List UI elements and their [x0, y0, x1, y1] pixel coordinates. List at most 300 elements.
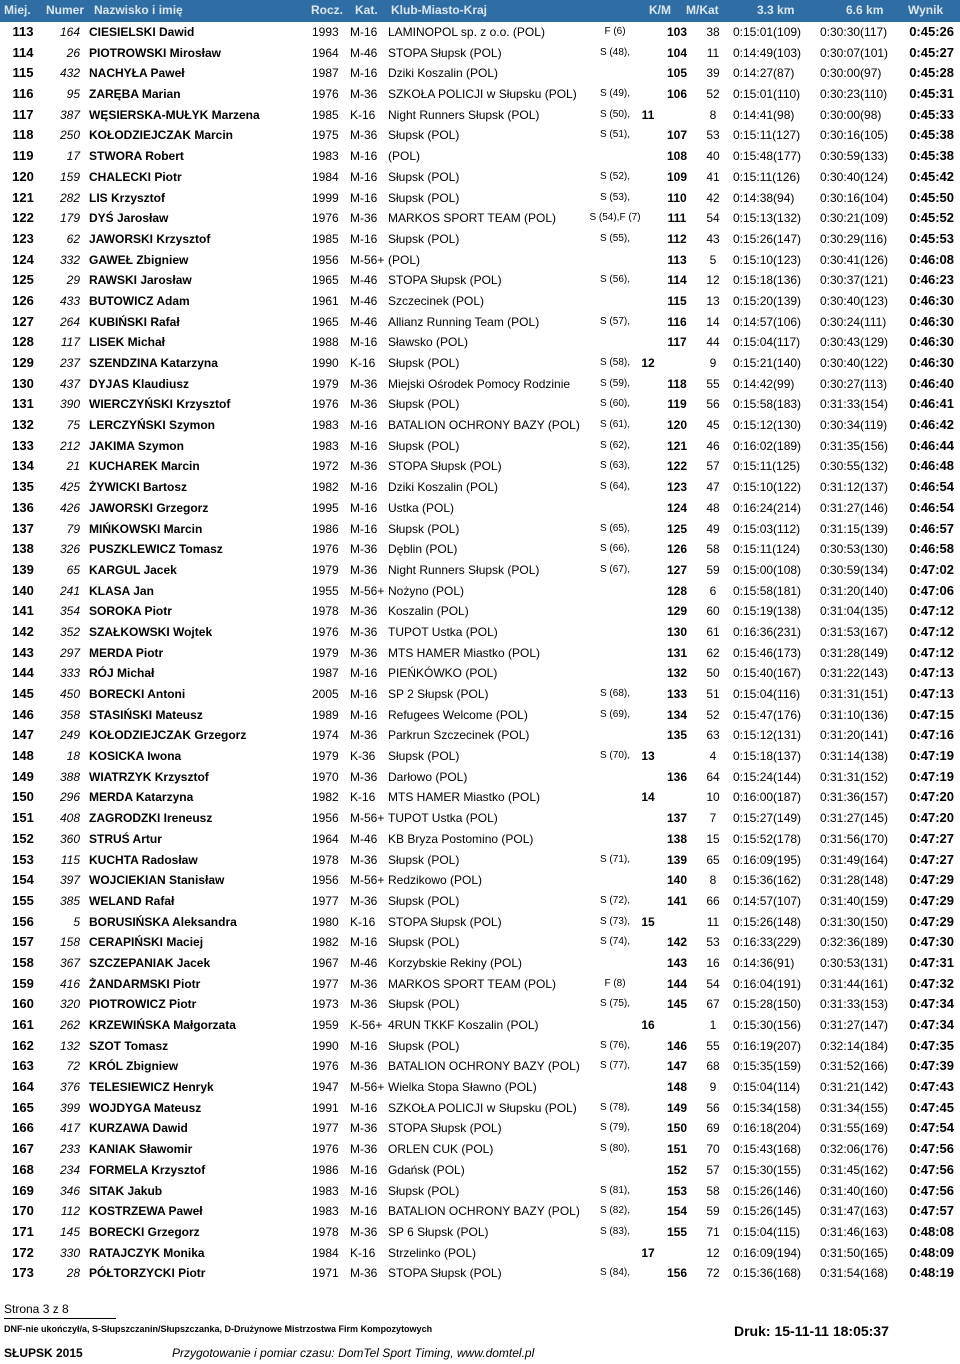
- cell-split-2: 0:31:33(153): [820, 997, 889, 1012]
- header-split-2: 6.6 km: [846, 3, 884, 17]
- cell-name: FORMELA Krzysztof: [89, 1162, 206, 1177]
- cell-split-2: 0:30:00(98): [820, 107, 882, 122]
- table-row: [0, 581, 960, 602]
- cell-category-place: 51: [706, 687, 720, 701]
- cell-name: WIERCZYŃSKI Krzysztof: [89, 397, 231, 412]
- cell-split-1: 0:15:11(127): [733, 128, 801, 143]
- cell-club: Słupsk (POL): [388, 397, 460, 412]
- header-category-place: M/Kat: [686, 3, 719, 17]
- cell-split-1: 0:15:48(177): [733, 149, 802, 164]
- cell-general-place: 103: [666, 25, 688, 39]
- cell-general-place: 147: [666, 1059, 688, 1074]
- cell-bib: 346: [59, 1183, 80, 1198]
- cell-bib: 250: [59, 128, 80, 143]
- cell-split-2: 0:30:53(131): [820, 955, 889, 970]
- cell-bib: 249: [59, 728, 80, 743]
- cell-category-place: 48: [706, 500, 720, 515]
- cell-split-1: 0:15:26(145): [733, 1204, 802, 1219]
- cell-split-1: 0:15:01(109): [733, 25, 802, 39]
- cell-club: Darłowo (POL): [388, 769, 468, 784]
- cell-category-place: 10: [706, 790, 720, 805]
- cell-sex-flag: S (49),: [599, 88, 630, 100]
- cell-general-place: 122: [666, 459, 688, 474]
- cell-split-1: 0:15:40(167): [733, 666, 802, 681]
- cell-category-place: 69: [706, 1121, 720, 1136]
- cell-club: (POL): [388, 149, 421, 164]
- cell-place: 115: [12, 65, 34, 81]
- cell-sex-flag: S (63),: [599, 460, 630, 472]
- cell-split-1: 0:15:47(176): [733, 707, 802, 722]
- cell-result-time: 0:47:34: [909, 996, 954, 1012]
- cell-name: CERAPIŃSKI Maciej: [89, 935, 204, 950]
- cell-split-1: 0:16:36(231): [733, 624, 802, 639]
- cell-place: 121: [12, 189, 34, 205]
- cell-year: 1956: [312, 873, 339, 888]
- cell-name: GAWEŁ Zbigniew: [89, 252, 189, 267]
- table-row: [0, 188, 960, 209]
- cell-result-time: 0:47:12: [909, 623, 954, 639]
- cell-general-place: 153: [666, 1183, 688, 1198]
- cell-general-place: 108: [666, 149, 688, 164]
- cell-result-time: 0:46:48: [909, 458, 954, 474]
- header-sex-place: K/M: [649, 3, 671, 17]
- cell-split-2: 0:31:04(135): [820, 604, 889, 619]
- cell-place: 145: [12, 686, 34, 701]
- cell-category-place: 58: [706, 542, 720, 557]
- table-row: [0, 498, 960, 519]
- cell-year: 1967: [312, 955, 339, 970]
- cell-name: ZAGRODZKI Ireneusz: [89, 811, 213, 826]
- cell-general-place: 109: [666, 169, 688, 184]
- cell-split-2: 0:30:55(132): [820, 459, 889, 474]
- cell-bib: 117: [60, 335, 80, 350]
- cell-sex-flag: S (62),: [599, 439, 630, 451]
- cell-split-2: 0:31:56(170): [820, 831, 889, 846]
- header-split-1: 3.3 km: [757, 3, 795, 17]
- table-row: [0, 994, 960, 1015]
- cell-split-2: 0:30:43(129): [820, 335, 889, 350]
- cell-year: 1976: [312, 211, 339, 226]
- cell-category-place: 13: [706, 293, 720, 308]
- cell-category: M-16: [350, 1183, 378, 1198]
- cell-category-place: 54: [706, 211, 720, 226]
- cell-category-place: 38: [706, 25, 720, 39]
- cell-name: KRÓL Zbigniew: [89, 1059, 179, 1074]
- cell-year: 1983: [312, 1183, 339, 1198]
- cell-general-place: 152: [666, 1162, 688, 1177]
- cell-category: M-36: [350, 976, 378, 991]
- cell-name: STASIŃSKI Mateusz: [89, 707, 203, 722]
- cell-club: TUPOT Ustka (POL): [388, 811, 498, 826]
- cell-place: 165: [12, 1099, 34, 1115]
- cell-split-2: 0:30:34(119): [820, 418, 888, 433]
- cell-general-place: 124: [666, 500, 688, 515]
- cell-club: Słupsk (POL): [388, 169, 460, 184]
- cell-place: 113: [12, 24, 34, 39]
- cell-result-time: 0:47:29: [909, 872, 954, 888]
- cell-place: 147: [12, 727, 34, 743]
- cell-general-place: 141: [666, 893, 688, 908]
- cell-category: K-16: [350, 1245, 376, 1260]
- cell-year: 1976: [312, 624, 339, 639]
- cell-name: KANIAK Sławomir: [89, 1142, 193, 1157]
- cell-bib: 320: [59, 997, 80, 1012]
- cell-club: Słupsk (POL): [388, 749, 460, 764]
- cell-name: SZOT Tomasz: [89, 1038, 169, 1053]
- cell-club: MARKOS SPORT TEAM (POL): [388, 211, 557, 226]
- cell-women-place: 11: [641, 107, 655, 122]
- cell-category: M-36: [350, 211, 378, 226]
- cell-result-time: 0:47:56: [909, 1161, 954, 1177]
- cell-place: 159: [12, 975, 34, 991]
- table-row: [0, 787, 960, 808]
- cell-bib: 450: [59, 687, 80, 701]
- cell-general-place: 151: [666, 1142, 688, 1157]
- cell-general-place: 145: [666, 997, 688, 1012]
- cell-split-2: 0:31:31(152): [820, 769, 889, 784]
- cell-general-place: 115: [667, 293, 687, 308]
- cell-split-1: 0:16:33(229): [733, 935, 802, 950]
- cell-bib: 237: [59, 356, 80, 370]
- cell-category-place: 59: [706, 562, 720, 577]
- cell-name: NACHYŁA Paweł: [89, 66, 185, 81]
- cell-split-2: 0:31:21(142): [820, 1080, 889, 1095]
- cell-year: 1989: [312, 707, 339, 722]
- table-row: [0, 746, 960, 767]
- header-category: Kat.: [355, 3, 378, 17]
- cell-category-place: 1: [709, 1018, 717, 1032]
- cell-split-2: 0:31:55(169): [820, 1121, 889, 1136]
- cell-result-time: 0:45:38: [909, 127, 954, 143]
- cell-general-place: 136: [666, 769, 688, 784]
- cell-split-1: 0:15:43(168): [733, 1142, 802, 1157]
- cell-bib: 112: [60, 1204, 80, 1219]
- cell-category-place: 5: [709, 252, 717, 267]
- cell-place: 125: [12, 272, 34, 288]
- cell-bib: 29: [66, 273, 80, 288]
- cell-bib: 416: [59, 976, 80, 991]
- cell-place: 150: [12, 789, 34, 805]
- cell-name: PUSZKLEWICZ Tomasz: [89, 542, 223, 557]
- cell-sex-flag: S (55),: [599, 232, 630, 244]
- cell-result-time: 0:47:54: [909, 1120, 954, 1136]
- cell-split-1: 0:15:18(136): [733, 273, 802, 288]
- table-row: [0, 270, 960, 291]
- table-row: [0, 250, 960, 271]
- cell-name: WIATRZYK Krzysztof: [89, 769, 209, 784]
- cell-split-1: 0:15:01(110): [733, 87, 801, 102]
- cell-split-2: 0:32:06(176): [820, 1142, 889, 1157]
- cell-place: 157: [12, 934, 34, 950]
- cell-category-place: 55: [706, 1038, 720, 1053]
- cell-place: 144: [12, 665, 34, 681]
- cell-general-place: 105: [666, 66, 688, 81]
- cell-category-place: 6: [709, 583, 717, 598]
- cell-result-time: 0:48:09: [909, 1244, 954, 1260]
- cell-result-time: 0:46:40: [909, 375, 954, 391]
- cell-bib: 297: [59, 645, 80, 660]
- cell-split-2: 0:31:14(138): [820, 749, 889, 764]
- cell-club: PIEŃKÓWKO (POL): [388, 666, 498, 681]
- cell-result-time: 0:46:41: [909, 396, 954, 412]
- cell-category-place: 16: [706, 955, 720, 970]
- cell-split-1: 0:15:11(125): [733, 459, 801, 474]
- cell-general-place: 148: [666, 1080, 688, 1095]
- cell-year: 1978: [312, 1224, 339, 1239]
- table-row: [0, 912, 960, 933]
- cell-bib: 18: [66, 749, 80, 764]
- cell-club: Koszalin (POL): [388, 604, 469, 619]
- cell-year: 1977: [312, 893, 339, 908]
- table-row: [0, 353, 960, 374]
- print-timestamp: Druk: 15-11-11 18:05:37: [734, 1323, 889, 1339]
- table-row: [0, 312, 960, 333]
- cell-place: 148: [12, 748, 34, 764]
- cell-result-time: 0:46:57: [909, 520, 954, 536]
- cell-category: M-36: [350, 604, 378, 619]
- table-row: [0, 229, 960, 250]
- cell-split-1: 0:15:04(117): [733, 335, 801, 350]
- cell-bib: 115: [60, 852, 80, 867]
- cell-club: KB Bryza Postomino (POL): [388, 831, 534, 846]
- header-year: Rocz.: [311, 3, 344, 17]
- cell-place: 119: [12, 148, 34, 164]
- cell-split-1: 0:15:12(130): [733, 418, 802, 433]
- cell-bib: 296: [59, 790, 80, 805]
- cell-split-1: 0:14:41(98): [733, 107, 795, 122]
- cell-category: M-36: [350, 1059, 378, 1074]
- cell-category: M-36: [350, 459, 378, 474]
- cell-year: 1974: [312, 728, 339, 743]
- cell-general-place: 149: [666, 1100, 688, 1115]
- cell-bib: 264: [59, 314, 80, 329]
- cell-name: KUCHTA Radosław: [89, 852, 198, 867]
- cell-category: M-36: [350, 728, 378, 743]
- cell-category-place: 57: [706, 1162, 720, 1177]
- cell-name: SZCZEPANIAK Jacek: [89, 955, 211, 970]
- cell-category: M-46: [350, 273, 378, 288]
- cell-result-time: 0:46:30: [909, 313, 954, 329]
- cell-year: 1982: [312, 480, 339, 495]
- cell-split-1: 0:15:46(173): [733, 645, 802, 660]
- cell-category: M-36: [350, 997, 378, 1012]
- cell-year: 1977: [312, 976, 339, 991]
- cell-name: BORUSIŃSKA Aleksandra: [89, 914, 237, 929]
- cell-category-place: 15: [706, 831, 720, 846]
- cell-year: 1980: [312, 914, 339, 929]
- cell-year: 2005: [312, 687, 339, 701]
- cell-split-2: 0:30:00(97): [820, 66, 882, 81]
- cell-category: M-36: [350, 624, 378, 639]
- cell-club: Wielka Stopa Sławno (POL): [388, 1080, 537, 1095]
- cell-name: PIOTROWSKI Mirosław: [89, 45, 222, 60]
- cell-split-2: 0:30:37(121): [820, 273, 889, 288]
- cell-split-2: 0:31:54(168): [820, 1266, 889, 1281]
- cell-sex-flag: S (79),: [599, 1122, 630, 1134]
- table-row: [0, 725, 960, 746]
- cell-category-place: 63: [706, 728, 720, 743]
- table-row: [0, 291, 960, 312]
- cell-place: 118: [12, 127, 34, 143]
- table-row: [0, 105, 960, 126]
- cell-name: ŻANDARMSKI Piotr: [89, 976, 201, 991]
- cell-place: 127: [12, 313, 34, 329]
- cell-result-time: 0:47:12: [909, 644, 954, 660]
- cell-sex-flag: S (73),: [599, 915, 630, 927]
- cell-category-place: 4: [709, 749, 717, 764]
- cell-year: 1976: [312, 87, 339, 102]
- cell-split-1: 0:15:19(138): [733, 604, 802, 619]
- cell-club: 4RUN TKKF Koszalin (POL): [388, 1018, 539, 1032]
- cell-general-place: 114: [667, 273, 687, 288]
- cell-sex-flag: S (48),: [599, 46, 630, 58]
- cell-club: Szczecinek (POL): [388, 293, 485, 308]
- cell-category-place: 70: [706, 1142, 720, 1157]
- cell-category: M-16: [350, 25, 378, 39]
- cell-sex-flag: F (6): [604, 26, 626, 37]
- cell-result-time: 0:46:54: [909, 479, 954, 495]
- cell-category: M-16: [350, 1204, 378, 1219]
- cell-name: SZENDZINA Katarzyna: [89, 356, 218, 370]
- cell-place: 143: [12, 644, 34, 660]
- cell-category: M-36: [350, 376, 378, 391]
- cell-general-place: 107: [666, 128, 688, 143]
- cell-place: 149: [12, 768, 34, 784]
- cell-sex-flag: S (59),: [599, 377, 630, 389]
- cell-general-place: 154: [666, 1204, 688, 1219]
- cell-general-place: 143: [666, 955, 688, 970]
- cell-bib: 354: [59, 604, 80, 619]
- cell-place: 116: [12, 86, 34, 102]
- table-row: [0, 1139, 960, 1160]
- cell-result-time: 0:46:44: [909, 437, 954, 453]
- cell-bib: 212: [59, 438, 80, 453]
- cell-year: 1979: [312, 562, 339, 577]
- cell-result-time: 0:47:43: [909, 1079, 954, 1095]
- cell-year: 1970: [312, 769, 339, 784]
- cell-place: 128: [12, 334, 34, 350]
- cell-split-1: 0:15:24(144): [733, 769, 802, 784]
- cell-club: Ustka (POL): [388, 500, 455, 515]
- cell-general-place: 134: [666, 707, 688, 722]
- cell-name: KURZAWA Dawid: [89, 1121, 188, 1136]
- cell-category-place: 14: [706, 314, 720, 329]
- cell-bib: 21: [66, 459, 80, 474]
- cell-women-place: 16: [641, 1018, 655, 1032]
- cell-category: M-36: [350, 893, 378, 908]
- cell-category-place: 67: [706, 997, 720, 1012]
- cell-club: Korzybskie Rekiny (POL): [388, 955, 523, 970]
- cell-name: JAWORSKI Krzysztof: [89, 231, 211, 246]
- cell-split-1: 0:15:28(150): [733, 997, 802, 1012]
- cell-bib: 352: [59, 624, 80, 639]
- cell-place: 172: [12, 1244, 34, 1260]
- cell-result-time: 0:47:15: [909, 706, 954, 722]
- cell-bib: 72: [66, 1059, 80, 1074]
- cell-result-time: 0:47:02: [909, 561, 954, 577]
- cell-bib: 17: [66, 149, 80, 164]
- table-row: [0, 808, 960, 829]
- cell-place: 131: [12, 396, 34, 412]
- cell-place: 137: [12, 520, 34, 536]
- cell-year: 1971: [312, 1266, 339, 1281]
- cell-category: M-36: [350, 128, 378, 143]
- cell-name: SZAŁKOWSKI Wojtek: [89, 624, 213, 639]
- cell-club: Parkrun Szczecinek (POL): [388, 728, 530, 743]
- cell-category-place: 11: [706, 45, 720, 60]
- cell-year: 1977: [312, 1121, 339, 1136]
- cell-category: M-16: [350, 480, 378, 495]
- cell-club: STOPA Słupsk (POL): [388, 459, 502, 474]
- cell-name: KOSTRZEWA Paweł: [89, 1204, 203, 1219]
- cell-sex-flag: S (71),: [599, 853, 630, 865]
- cell-category-place: 58: [706, 1183, 720, 1198]
- cell-year: 1959: [312, 1018, 339, 1032]
- cell-sex-flag: S (66),: [599, 543, 630, 555]
- cell-place: 169: [12, 1182, 34, 1198]
- cell-result-time: 0:47:56: [909, 1182, 954, 1198]
- cell-year: 1972: [312, 459, 339, 474]
- cell-place: 151: [12, 810, 34, 826]
- cell-sex-flag: S (64),: [599, 481, 630, 493]
- cell-split-1: 0:15:21(140): [733, 356, 802, 370]
- cell-sex-flag: S (74),: [599, 936, 630, 948]
- cell-split-1: 0:15:03(112): [733, 521, 801, 536]
- cell-name: BORECKI Antoni: [89, 687, 186, 701]
- cell-category: M-16: [350, 687, 378, 701]
- cell-category-place: 55: [706, 376, 720, 391]
- cell-category-place: 66: [706, 893, 720, 908]
- cell-bib: 282: [59, 190, 80, 205]
- table-row: [0, 539, 960, 560]
- cell-sex-flag: S (76),: [599, 1039, 630, 1051]
- cell-name: KARGUL Jacek: [89, 562, 177, 577]
- cell-split-1: 0:16:19(207): [733, 1038, 802, 1053]
- cell-club: STOPA Słupsk (POL): [388, 45, 502, 60]
- cell-bib: 387: [59, 107, 80, 122]
- cell-bib: 62: [66, 231, 80, 246]
- cell-place: 132: [12, 417, 34, 433]
- cell-category: M-16: [350, 66, 378, 81]
- cell-general-place: 119: [667, 397, 687, 412]
- cell-split-2: 0:30:41(126): [820, 252, 889, 267]
- cell-place: 134: [12, 458, 34, 474]
- cell-year: 1956: [312, 811, 339, 826]
- cell-result-time: 0:47:27: [909, 830, 954, 846]
- cell-sex-flag: S (70),: [599, 750, 630, 762]
- cell-split-2: 0:30:30(117): [820, 25, 888, 39]
- table-row: [0, 456, 960, 477]
- cell-category-place: 8: [709, 873, 717, 888]
- cell-category: M-46: [350, 955, 378, 970]
- cell-general-place: 118: [667, 376, 687, 391]
- cell-split-2: 0:30:24(111): [820, 314, 887, 329]
- cell-category-place: 57: [706, 459, 720, 474]
- table-row: [0, 63, 960, 84]
- cell-category-place: 44: [706, 335, 720, 350]
- cell-place: 153: [12, 851, 34, 867]
- cell-result-time: 0:45:27: [909, 44, 954, 60]
- cell-place: 162: [12, 1037, 34, 1053]
- cell-sex-flag: S (56),: [599, 274, 630, 286]
- cell-category: M-36: [350, 562, 378, 577]
- cell-club: Słupsk (POL): [388, 997, 460, 1012]
- cell-year: 1984: [312, 169, 339, 184]
- cell-result-time: 0:47:13: [909, 686, 954, 701]
- cell-place: 163: [12, 1058, 34, 1074]
- cell-bib: 145: [59, 1224, 80, 1239]
- table-row: [0, 1036, 960, 1057]
